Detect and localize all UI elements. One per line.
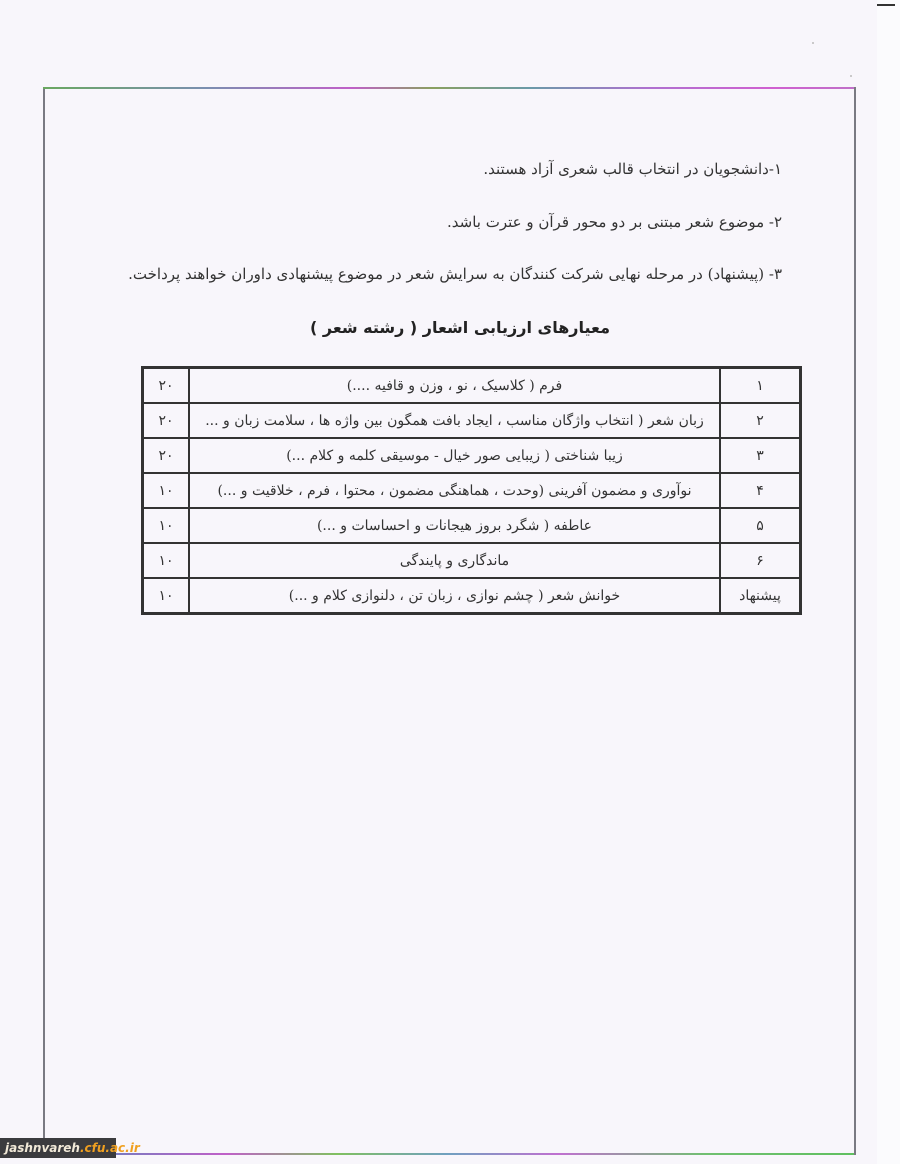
row-number-cell: ۱ [720, 368, 801, 404]
score-cell: ۲۰ [143, 438, 190, 473]
row-number-cell: ۵ [720, 508, 801, 543]
watermark-domain: .cfu.ac.ir [79, 1141, 140, 1155]
section-title: معیارهای ارزیابی اشعار ( رشته شعر ) [310, 318, 610, 337]
row-number-cell: ۶ [720, 543, 801, 578]
page-frame [43, 87, 856, 1155]
score-cell: ۱۰ [143, 543, 190, 578]
table-row [143, 438, 801, 473]
criterion-cell: زبان شعر ( انتخاب واژگان مناسب ، ایجاد بافت همگون بین واژه ها ، سلامت زبان و ... [189, 403, 720, 438]
score-cell: ۱۰ [143, 473, 190, 508]
row-number-cell: ۳ [720, 438, 801, 473]
scan-speck [850, 75, 852, 77]
score-cell: ۱۰ [143, 578, 190, 614]
criterion-cell: خوانش شعر ( چشم نوازی ، زبان تن ، دلنوازی کلام و ...) [189, 578, 720, 614]
criterion-cell: نوآوری و مضمون آفرینی (وحدت ، هماهنگی مضمون ، محتوا ، فرم ، خلاقیت و ...) [189, 473, 720, 508]
table-row [143, 473, 801, 508]
criterion-cell: ماندگاری و پایندگی [189, 543, 720, 578]
score-cell: ۲۰ [143, 368, 190, 404]
scan-speck [812, 42, 814, 44]
row-number-cell: ۴ [720, 473, 801, 508]
site-watermark [0, 1138, 140, 1158]
scan-edge [877, 0, 900, 1164]
table-row [143, 368, 801, 404]
criterion-cell: عاطفه ( شگرد بروز هیجانات و احساسات و ...) [189, 508, 720, 543]
rule-paragraph-1: ۱-دانشجویان در انتخاب قالب شعری آزاد هستند. [483, 160, 782, 178]
score-cell: ۱۰ [143, 508, 190, 543]
scan-corner-mark [877, 4, 895, 6]
criterion-cell: زیبا شناختی ( زیبایی صور خیال - موسیقی کلمه و کلام ...) [189, 438, 720, 473]
frame-bottom-border [115, 1153, 854, 1155]
rule-paragraph-3: ۳- (پیشنهاد) در مرحله نهایی شرکت کنندگان به سرایش شعر در موضوع پیشنهادی داوران خواهند پرداخت. [128, 265, 782, 283]
table-row [143, 543, 801, 578]
criterion-cell: فرم ( کلاسیک ، نو ، وزن و قافیه ....) [189, 368, 720, 404]
evaluation-criteria-table [141, 366, 802, 615]
table-row [143, 508, 801, 543]
table-row [143, 578, 801, 614]
row-number-cell: ۲ [720, 403, 801, 438]
row-number-cell: پیشنهاد [720, 578, 801, 614]
table-row [143, 403, 801, 438]
frame-top-border [43, 87, 854, 89]
rule-paragraph-2: ۲- موضوع شعر مبتنی بر دو محور قرآن و عترت باشد. [446, 213, 782, 231]
watermark-name: jashnvareh [5, 1141, 80, 1155]
score-cell: ۲۰ [143, 403, 190, 438]
